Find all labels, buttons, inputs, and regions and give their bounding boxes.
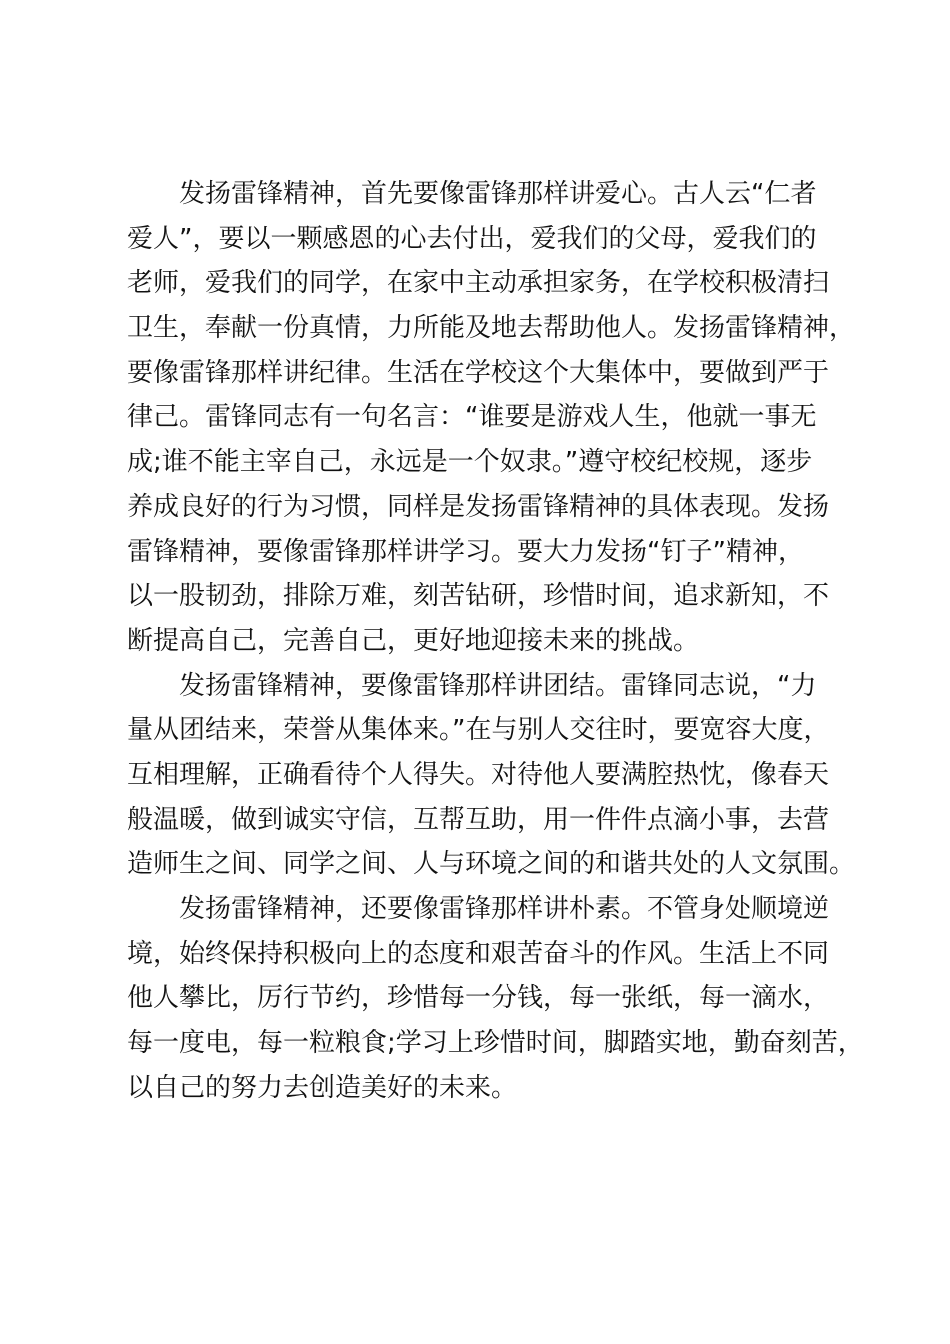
text-line: 爱人”，要以一颗感恩的心去付出，爱我们的父母，爱我们的 [127, 223, 817, 254]
text-line: 老师，爱我们的同学，在家中主动承担家务，在学校积极清扫 [127, 268, 830, 299]
text-line: 要像雷锋那样讲纪律。生活在学校这个大集体中，要做到严于 [127, 357, 830, 388]
text-line: 以一股韧劲，排除万难，刻苦钻研，珍惜时间，追求新知，不 [127, 581, 830, 612]
text-line: 发扬雷锋精神，首先要像雷锋那样讲爱心。古人云“仁者 [179, 179, 817, 209]
text-line: 发扬雷锋精神，还要像雷锋那样讲朴素。不管身处顺境逆 [179, 894, 830, 924]
text-line: 雷锋精神，要像雷锋那样讲学习。要大力发扬“钉子”精神， [127, 536, 804, 567]
body-text [127, 172, 864, 1110]
text-line: 他人攀比，厉行节约，珍惜每一分钱，每一张纸，每一滴水， [127, 983, 830, 1014]
text-line: 造师生之间、同学之间、人与环境之间的和谐共处的人文氛围。 [127, 849, 856, 880]
text-line: 律己。雷锋同志有一句名言：“谁要是游戏人生，他就一事无 [127, 402, 817, 433]
text-line: 量从团结来，荣誉从集体来。”在与别人交往时，要宽容大度， [127, 715, 830, 746]
text-line: 发扬雷锋精神，要像雷锋那样讲团结。雷锋同志说，“力 [179, 670, 817, 701]
paragraph-2 [127, 664, 857, 887]
text-line: 养成良好的行为习惯，同样是发扬雷锋精神的具体表现。发扬 [127, 491, 830, 522]
text-line: 境，始终保持积极向上的态度和艰苦奋斗的作风。生活上不同 [127, 938, 830, 969]
text-line: 般温暖，做到诚实守信，互帮互助，用一件件点滴小事，去营 [127, 804, 830, 835]
text-line: 断提高自己，完善自己，更好地迎接未来的挑战。 [127, 625, 700, 656]
text-line: 每一度电，每一粒粮食;学习上珍惜时间，脚踏实地，勤奋刻苦， [127, 1028, 864, 1059]
text-line: 卫生，奉献一份真情，力所能及地去帮助他人。发扬雷锋精神， [127, 313, 856, 344]
text-line: 以自己的努力去创造美好的未来。 [127, 1072, 518, 1103]
paragraph-1 [127, 172, 857, 664]
text-line: 互相理解，正确看待个人得失。对待他人要满腔热忱，像春天 [127, 759, 830, 790]
paragraph-3 [127, 887, 864, 1110]
text-line: 成;谁不能主宰自己，永远是一个奴隶。”遵守校纪校规，逐步 [127, 447, 813, 478]
